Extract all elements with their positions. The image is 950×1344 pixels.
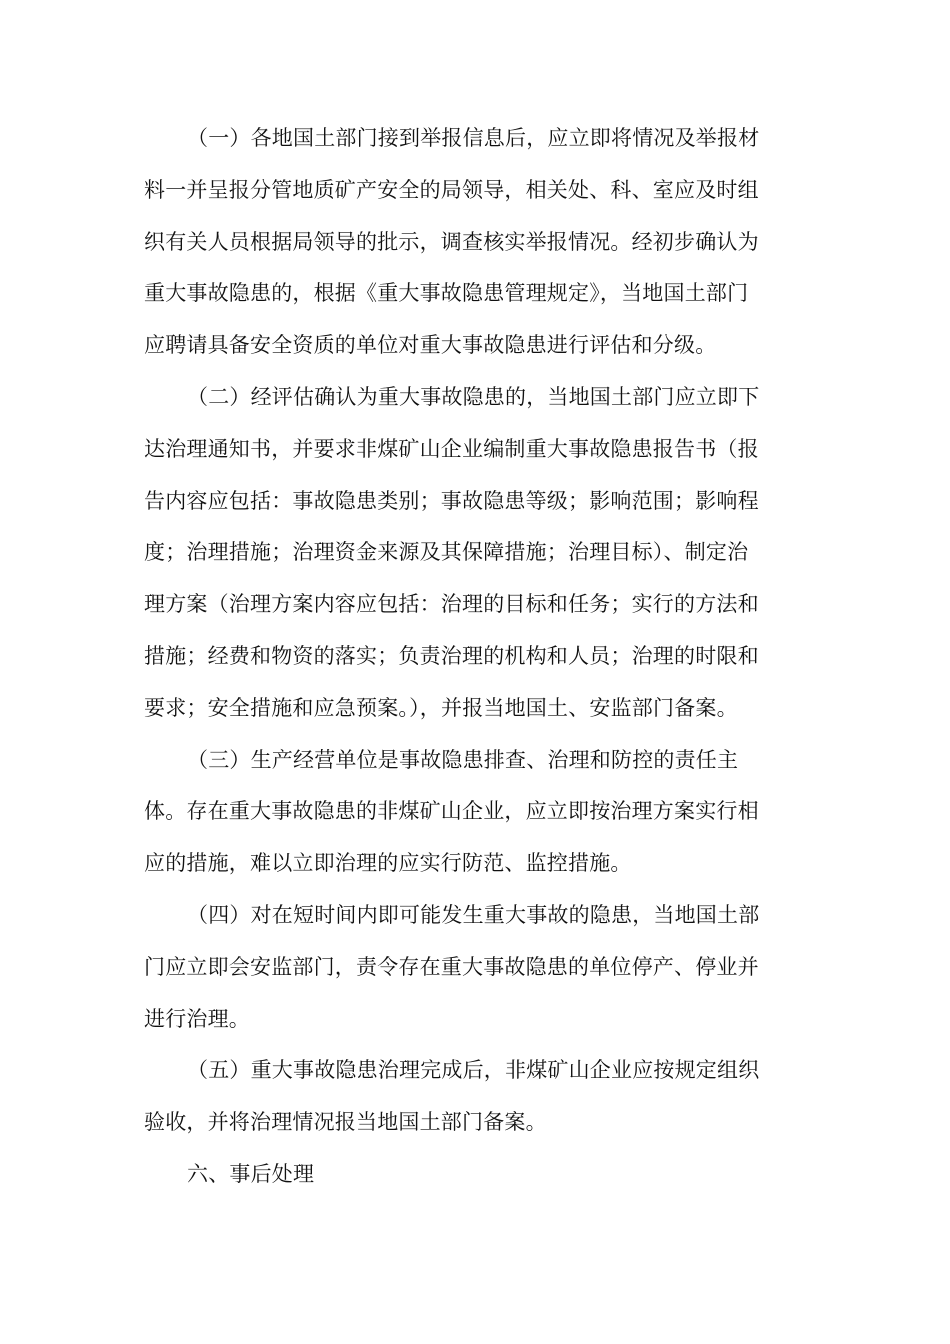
paragraph-line: 应聘请具备安全资质的单位对重大事故隐患进行评估和分级。	[144, 333, 717, 358]
paragraph-line: （一）各地国土部门接到举报信息后，应立即将情况及举报材	[187, 126, 760, 150]
paragraph-line: 验收，并将治理情况报当地国土部门备案。	[144, 1110, 547, 1135]
paragraph-line: 达治理通知书，并要求非煤矿山企业编制重大事故隐患报告书（报	[144, 436, 759, 461]
paragraph-line: 度；治理措施；治理资金来源及其保障措施；治理目标）、制定治	[144, 540, 749, 565]
paragraph-line: （四）对在短时间内即可能发生重大事故的隐患，当地国土部	[187, 902, 760, 927]
paragraph-1	[144, 113, 796, 372]
paragraph-line: 门应立即会安监部门，责令存在重大事故隐患的单位停产、停业并	[144, 954, 759, 979]
paragraph-line: 体。存在重大事故隐患的非煤矿山企业，应立即按治理方案实行相	[144, 799, 759, 824]
paragraph-2	[144, 372, 796, 735]
paragraph-line: 理方案（治理方案内容应包括：治理的目标和任务；实行的方法和	[144, 592, 759, 617]
paragraph-5	[144, 1045, 796, 1149]
section-heading: 六、事后处理	[187, 1161, 315, 1186]
paragraph-3	[144, 735, 796, 890]
paragraph-line: （二）经评估确认为重大事故隐患的，当地国土部门应立即下	[187, 384, 760, 409]
paragraph-line: 织有关人员根据局领导的批示，调查核实举报情况。经初步确认为	[144, 229, 759, 254]
paragraph-line: 重大事故隐患的，根据《重大事故隐患管理规定》，当地国土部门	[144, 281, 749, 306]
paragraph-4	[144, 890, 796, 1045]
document-body	[144, 113, 796, 1201]
paragraph-line: 措施；经费和物资的落实；负责治理的机构和人员；治理的时限和	[144, 643, 759, 668]
paragraph-line: 应的措施，难以立即治理的应实行防范、监控措施。	[144, 851, 632, 876]
paragraph-line: 告内容应包括：事故隐患类别；事故隐患等级；影响范围；影响程	[144, 488, 759, 513]
paragraph-line: （三）生产经营单位是事故隐患排查、治理和防控的责任主	[187, 747, 739, 772]
paragraph-line: （五）重大事故隐患治理完成后，非煤矿山企业应按规定组织	[187, 1058, 760, 1083]
paragraph-line: 料一并呈报分管地质矿产安全的局领导，相关处、科、室应及时组	[144, 177, 759, 202]
paragraph-line: 要求；安全措施和应急预案。），并报当地国土、安监部门备案。	[144, 695, 738, 720]
paragraph-line: 进行治理。	[144, 1006, 250, 1031]
